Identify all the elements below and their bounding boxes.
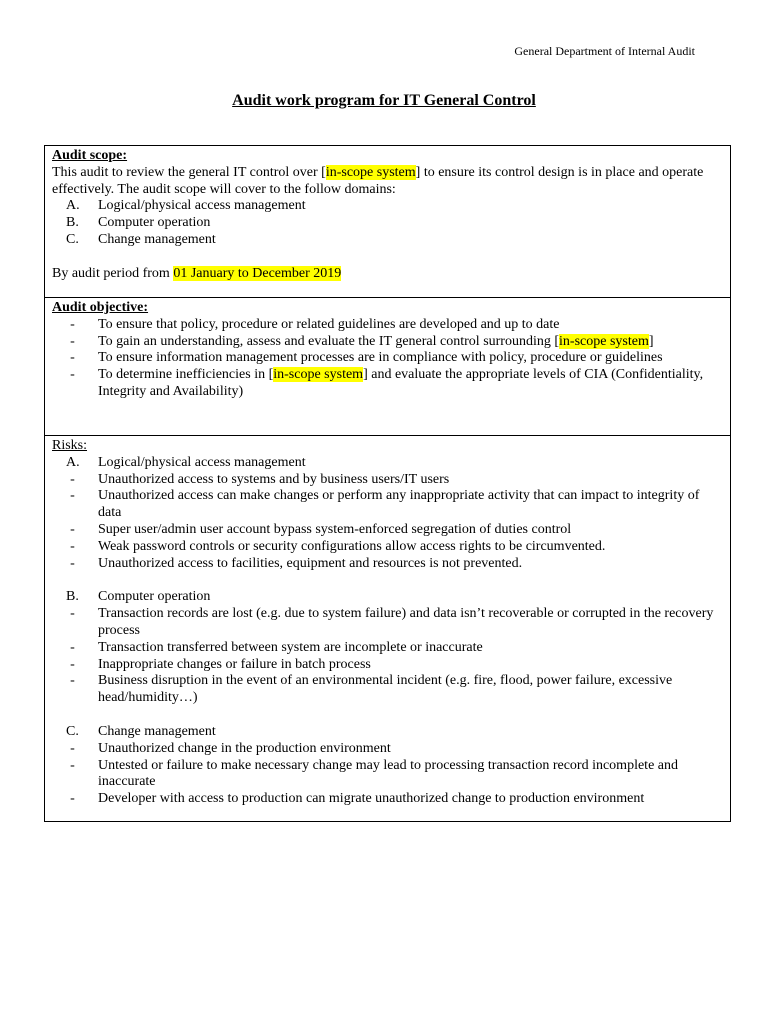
- risk-item: [52, 488, 723, 522]
- objective-text: To ensure information management processes are in compliance with policy, procedure or guidelines: [98, 350, 663, 366]
- scope-domain-item: [52, 232, 723, 249]
- bullet-marker: -: [70, 538, 75, 554]
- risk-group-title: [52, 589, 723, 606]
- objective-text: To ensure that policy, procedure or related guidelines are developed and up to date: [98, 316, 560, 332]
- risks-row: [45, 436, 731, 822]
- bullet-marker: -: [70, 316, 75, 332]
- scope-intro: [52, 165, 723, 199]
- objective-text-cont: ]: [648, 333, 654, 349]
- risk-item: [52, 791, 723, 808]
- list-marker: B.: [66, 215, 79, 231]
- risk-group-text: Change management: [98, 723, 216, 739]
- risk-group-title: [52, 455, 723, 472]
- bullet-marker: -: [70, 471, 75, 487]
- bullet-marker: -: [70, 555, 75, 571]
- spacer: [52, 572, 723, 589]
- scope-intro-text-cont: ] to ensure its control design is in place and operate effectively. The audit scope will cover to the follow domains:: [52, 164, 704, 197]
- objective-text-cont: ] and evaluate the appropriate levels of CIA (Confidentiality, Integrity and Availability): [98, 367, 704, 399]
- scope-domain-text: Change management: [98, 231, 216, 247]
- list-marker: A.: [66, 454, 80, 470]
- objective-item: [52, 334, 723, 351]
- list-marker: C.: [66, 231, 79, 247]
- bullet-marker: -: [70, 521, 75, 537]
- risk-item: [52, 556, 723, 573]
- risk-text: Unauthorized access can make changes or perform any inappropriate activity that can impact to integrity of data: [98, 488, 700, 521]
- objective-item: [52, 350, 723, 367]
- risk-text: Transaction records are lost (e.g. due to system failure) and data isn’t recoverable or corrupted in the recovery process: [98, 606, 714, 638]
- bullet-marker: -: [70, 606, 75, 622]
- risk-item: [52, 472, 723, 489]
- audit-period-highlight: 01 January to December 2019: [173, 265, 342, 281]
- risk-item: [52, 657, 723, 674]
- spacer: [52, 249, 723, 266]
- risk-item: [52, 522, 723, 539]
- risk-text: Business disruption in the event of an environmental incident (e.g. fire, flood, power failure, excessive head/humidity…): [98, 673, 673, 706]
- risk-item: [52, 758, 723, 792]
- risk-text: Weak password controls or security configurations allow access rights to be circumvented.: [98, 538, 606, 554]
- scope-domain-item: [52, 198, 723, 215]
- bullet-marker: -: [70, 791, 75, 807]
- risk-text: Untested or failure to make necessary change may lead to processing transaction record incomplete and inaccurate: [98, 757, 678, 790]
- risk-group-text: Computer operation: [98, 589, 211, 605]
- list-marker: B.: [66, 589, 79, 605]
- bullet-marker: -: [70, 740, 75, 756]
- audit-period: [52, 266, 723, 283]
- scope-heading: Audit scope:: [52, 148, 128, 163]
- department-header: General Department of Internal Audit: [514, 44, 695, 58]
- bullet-marker: -: [70, 673, 75, 689]
- in-scope-system-highlight: in-scope system: [325, 164, 416, 180]
- risk-text: Transaction transferred between system are incomplete or inaccurate: [98, 639, 483, 655]
- in-scope-system-highlight: in-scope system: [559, 333, 649, 349]
- scope-domain-text: Logical/physical access management: [98, 198, 306, 214]
- scope-row: [45, 146, 731, 298]
- objective-text: To determine inefficiencies in [: [98, 367, 274, 383]
- scope-intro-text: This audit to review the general IT control over [: [52, 164, 326, 180]
- risk-item: [52, 640, 723, 657]
- risk-item: [52, 606, 723, 640]
- audit-program-table: [44, 145, 731, 822]
- bullet-marker: -: [70, 350, 75, 366]
- spacer: [52, 707, 723, 724]
- bullet-marker: -: [70, 656, 75, 672]
- scope-cell: [45, 146, 731, 298]
- risk-item: [52, 673, 723, 707]
- objective-cell: [45, 298, 731, 436]
- risk-text: Super user/admin user account bypass system-enforced segregation of duties control: [98, 521, 572, 537]
- objective-item: [52, 317, 723, 334]
- risk-text: Unauthorized access to systems and by business users/IT users: [98, 471, 450, 487]
- objective-item: [52, 367, 723, 401]
- risk-item: [52, 741, 723, 758]
- bullet-marker: -: [70, 757, 75, 773]
- risks-cell: [45, 436, 731, 822]
- risk-group-title: [52, 724, 723, 741]
- objective-text: To gain an understanding, assess and evaluate the IT general control surrounding [: [98, 333, 560, 349]
- audit-period-label: By audit period from: [52, 265, 174, 281]
- risk-group-text: Logical/physical access management: [98, 454, 306, 470]
- scope-domain-item: [52, 215, 723, 232]
- document-title: Audit work program for IT General Control: [232, 92, 536, 109]
- objective-heading: Audit objective:: [52, 300, 149, 315]
- objective-row: [45, 298, 731, 436]
- risk-item: [52, 539, 723, 556]
- in-scope-system-highlight: in-scope system: [273, 367, 364, 383]
- risk-text: Developer with access to production can migrate unauthorized change to production environment: [98, 791, 645, 807]
- scope-domain-text: Computer operation: [98, 215, 211, 231]
- bullet-marker: -: [70, 367, 75, 383]
- risk-text: Unauthorized access to facilities, equipment and resources is not prevented.: [98, 555, 523, 571]
- bullet-marker: -: [70, 488, 75, 504]
- bullet-marker: -: [70, 333, 75, 349]
- list-marker: C.: [66, 723, 79, 739]
- risk-text: Unauthorized change in the production environment: [98, 740, 391, 756]
- list-marker: A.: [66, 198, 80, 214]
- bullet-marker: -: [70, 639, 75, 655]
- risks-heading: Risks:: [52, 438, 88, 453]
- risk-text: Inappropriate changes or failure in batch process: [98, 656, 371, 672]
